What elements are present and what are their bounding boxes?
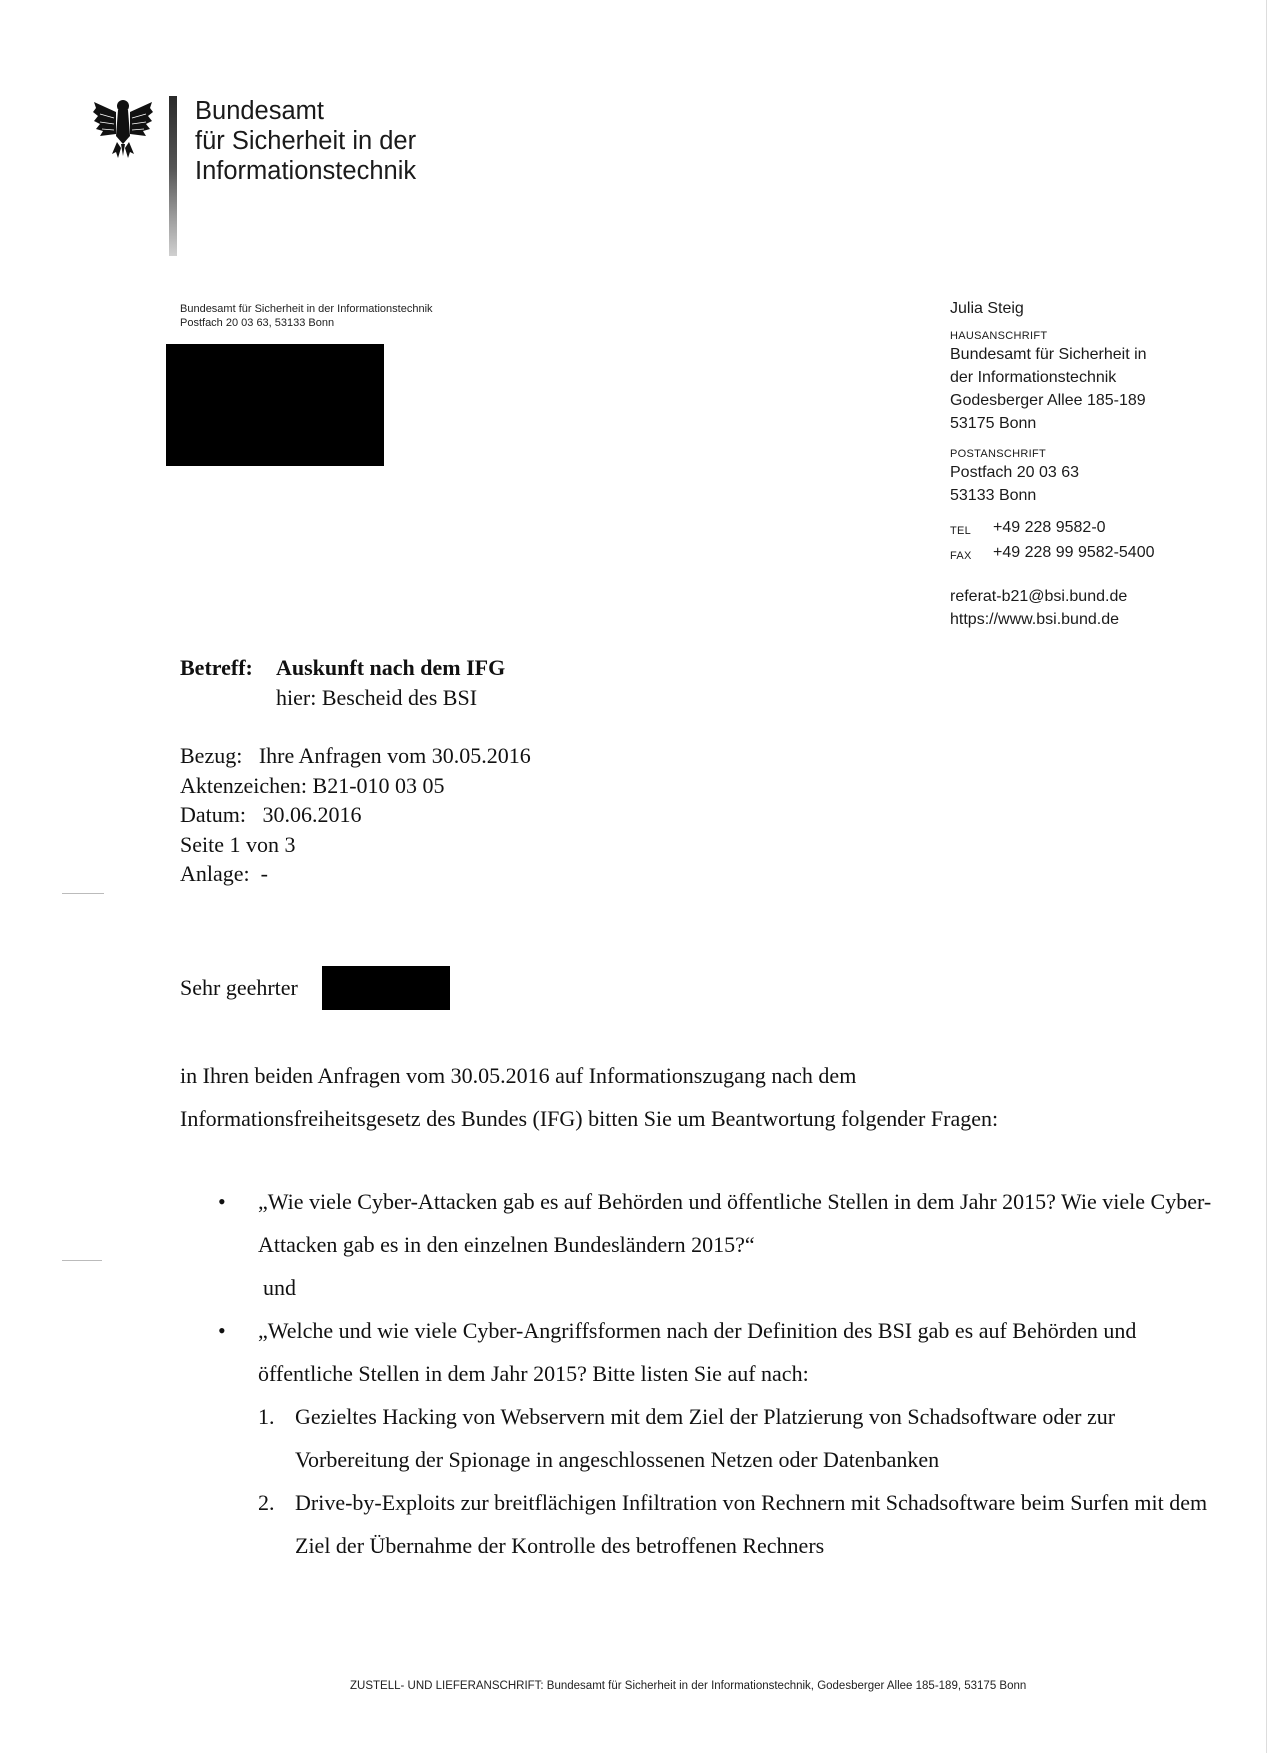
reference-bezug: Bezug: Ihre Anfragen vom 30.05.2016 (180, 743, 531, 768)
subject-title: Auskunft nach dem IFG (276, 655, 506, 680)
phone-number: +49 228 9582-0 (993, 519, 1106, 536)
subject-block (180, 653, 505, 713)
reference-anlage: Anlage: - (180, 861, 268, 886)
scan-artifact-line (62, 1260, 102, 1261)
numbered-item (218, 1481, 1228, 1567)
question-text: „Wie viele Cyber-Attacken gab es auf Behörden und öffentliche Stellen in dem Jahr 2015? Wie viele Cyber-Attacken gab es in den einzelnen Bundesländern 2015?“ (258, 1189, 1212, 1257)
scan-artifact-line (1266, 0, 1267, 1753)
salutation: Sehr geehrter (180, 975, 298, 1000)
redacted-recipient-name (322, 966, 450, 1010)
phone-row (950, 517, 1210, 542)
postanschrift-label: POSTANSCHRIFT (950, 448, 1046, 460)
body-paragraph-line: Informationsfreiheitsgesetz des Bundes (IFG) bitten Sie um Beantwortung folgender Fragen: (180, 1106, 999, 1131)
fax-number: +49 228 99 9582-5400 (993, 544, 1155, 561)
bullet-icon: • (218, 1318, 226, 1343)
item-number: 1. (258, 1404, 275, 1429)
conjunction-text: und (263, 1275, 296, 1300)
scan-artifact-line (62, 893, 104, 894)
postanschrift-line: 53133 Bonn (950, 487, 1037, 504)
agency-name-line: für Sicherheit in der (195, 127, 417, 155)
hausanschrift-line: 53175 Bonn (950, 415, 1037, 432)
question-text: „Welche und wie viele Cyber-Angriffsformen nach der Definition des BSI gab es auf Behörden und öffentliche Stellen in dem Jahr 2015? Bitte listen Sie auf nach: (258, 1318, 1137, 1386)
fax-row (950, 542, 1210, 567)
item-text: Gezieltes Hacking von Webservern mit dem Ziel der Platzierung von Schadsoftware oder zur Vorbereitung der Spionage in angeschlossenen Netzen oder Datenbanken (295, 1404, 1116, 1472)
email-link[interactable]: referat-b21@bsi.bund.de (950, 588, 1128, 605)
hausanschrift-line: Bundesamt für Sicherheit in (950, 346, 1147, 363)
reference-aktenzeichen: Aktenzeichen: B21-010 03 05 (180, 772, 445, 798)
website-link[interactable]: https://www.bsi.bund.de (950, 611, 1119, 628)
hausanschrift-label: HAUSANSCHRIFT (950, 330, 1048, 342)
hausanschrift-line: der Informationstechnik (950, 369, 1117, 386)
return-address-line: Postfach 20 03 63, 53133 Bonn (180, 317, 335, 329)
postanschrift-line: Postfach 20 03 63 (950, 464, 1079, 481)
question-bullet (218, 1309, 1228, 1395)
return-address (180, 302, 433, 330)
subject-label: Betreff: (180, 655, 253, 680)
reference-block (180, 741, 531, 889)
fax-label: FAX (950, 550, 972, 562)
letter-body (180, 1054, 1225, 1140)
subject-subtitle: hier: Bescheid des BSI (276, 685, 478, 710)
item-text: Drive-by-Exploits zur breitflächigen Infiltration von Rechnern mit Schadsoftware beim Surfen mit dem Ziel der Übernahme der Kontrolle des betroffenen Rechners (295, 1490, 1208, 1558)
redacted-recipient-address (166, 344, 384, 466)
question-list (218, 1180, 1228, 1567)
item-number: 2. (258, 1490, 275, 1515)
bullet-icon: • (218, 1189, 226, 1214)
delivery-address-footer: ZUSTELL- UND LIEFERANSCHRIFT: Bundesamt für Sicherheit in der Informationstechnik, Godesberger Allee 185-189, 53175 Bonn (350, 1680, 1027, 1692)
agency-name-line: Informationstechnik (195, 157, 417, 185)
numbered-item (218, 1395, 1228, 1481)
sender-details (950, 299, 1210, 631)
agency-name (195, 96, 416, 186)
hausanschrift-line: Godesberger Allee 185-189 (950, 392, 1146, 409)
phone-label: TEL (950, 525, 972, 537)
letterhead-bar (169, 96, 177, 256)
question-bullet (218, 1180, 1228, 1266)
reference-seite: Seite 1 von 3 (180, 831, 296, 857)
body-paragraph-line: in Ihren beiden Anfragen vom 30.05.2016 auf Informationszugang nach dem (180, 1063, 857, 1088)
return-address-line: Bundesamt für Sicherheit in der Informationstechnik (180, 303, 433, 315)
agency-name-line: Bundesamt (195, 97, 324, 125)
sender-name: Julia Steig (950, 300, 1024, 317)
federal-eagle-icon (92, 96, 154, 160)
reference-datum: Datum: 30.06.2016 (180, 802, 362, 827)
